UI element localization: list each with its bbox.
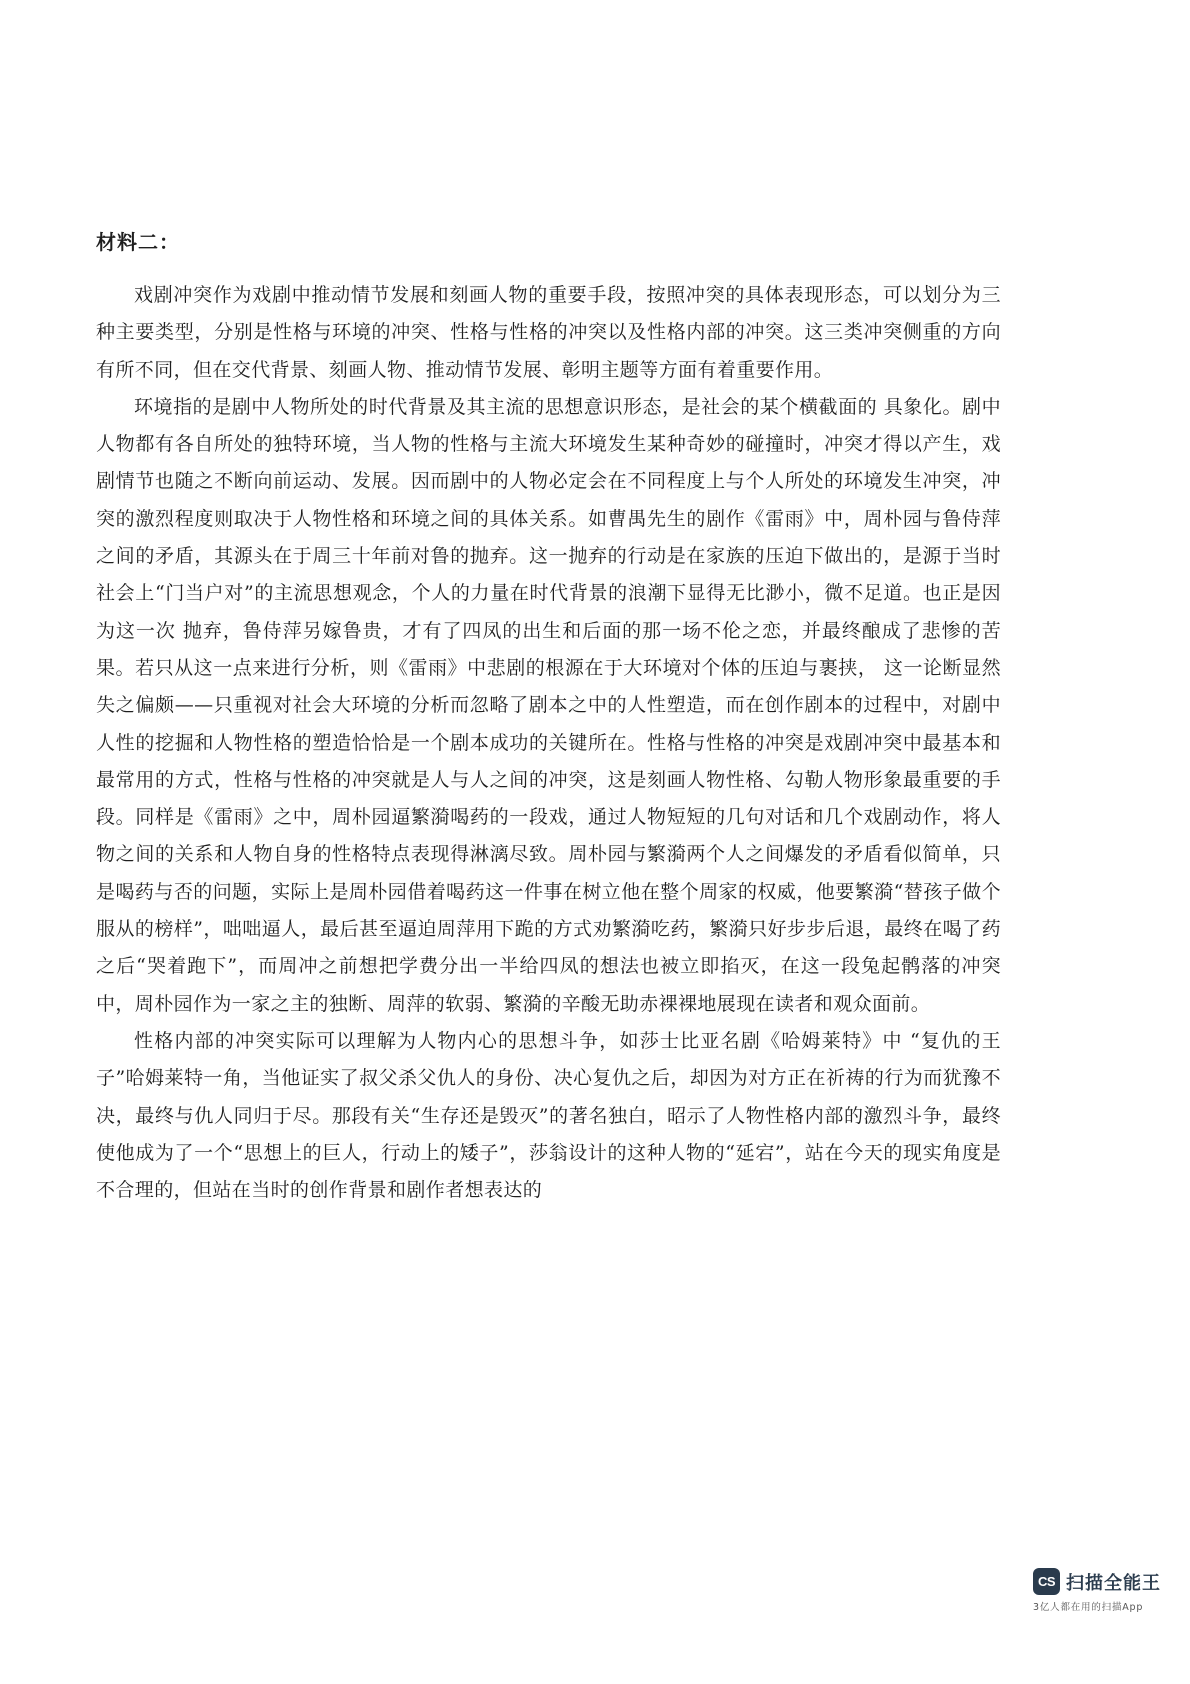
scanner-watermark (1033, 1568, 1173, 1628)
camscanner-logo-icon: CS (1033, 1568, 1060, 1595)
paragraph-1: 戏剧冲突作为戏剧中推动情节发展和刻画人物的重要手段，按照冲突的具体表现形态，可以划分为三种主要类型，分别是性格与环境的冲突、性格与性格的冲突以及性格内部的冲突。这三类冲突侧重的方向有所不同，但在交代背景、刻画人物、推动情节发展、彰明主题等方面有着重要作用。 (96, 284, 1001, 381)
document-body (96, 277, 1001, 1209)
paragraph-3: 性格内部的冲突实际可以理解为人物内心的思想斗争，如莎士比亚名剧《哈姆莱特》中 “复仇的王子”哈姆莱特一角，当他证实了叔父杀父仇人的身份、决心复仇之后，却因为对方正在祈祷的行为而犹豫不决，最终与仇人同归于尽。那段有关“生存还是毁灭”的著名独白，昭示了人物性格内部的激烈斗争，最终使他成为了一个“思想上的巨人，行动上的矮子”，莎翁设计的这种人物的“延宕”，站在今天的现实角度是不合理的，但站在当时的创作背景和剧作者想表达的 (96, 1029, 1001, 1202)
paragraph-2: 环境指的是剧中人物所处的时代背景及其主流的思想意识形态，是社会的某个横截面的 具象化。剧中人物都有各自所处的独特环境，当人物的性格与主流大环境发生某种奇妙的碰撞时，冲突才得以产生，戏剧情节也随之不断向前运动、发展。因而剧中的人物必定会在不同程度上与个人所处的环境发生冲突，冲突的激烈程度则取决于人物性格和环境之间的具体关系。如曹禺先生的剧作《雷雨》中，周朴园与鲁侍萍之间的矛盾，其源头在于周三十年前对鲁的抛弃。这一抛弃的行动是在家族的压迫下做出的，是源于当时社会上“门当户对”的主流思想观念，个人的力量在时代背景的浪潮下显得无比渺小，微不足道。也正是因为这一次 抛弃，鲁侍萍另嫁鲁贵，才有了四凤的出生和后面的那一场不伦之恋，并最终酿成了悲惨的苦果。若只从这一点来进行分析，则《雷雨》中悲剧的根源在于大环境对个体的压迫与裹挟， 这一论断显然失之偏颇——只重视对社会大环境的分析而忽略了剧本之中的人性塑造，而在创作剧本的过程中，对剧中人性的挖掘和人物性格的塑造恰恰是一个剧本成功的关键所在。性格与性格的冲突是戏剧冲突中最基本和最常用的方式，性格与性格的冲突就是人与人之间的冲突，这是刻画人物性格、勾勒人物形象最重要的手段。同样是《雷雨》之中，周朴园逼繁漪喝药的一段戏，通过人物短短的几句对话和几个戏剧动作，将人物之间的关系和人物自身的性格特点表现得淋漓尽致。周朴园与繁漪两个人之间爆发的矛盾看似简单，只是喝药与否的问题，实际上是周朴园借着喝药这一件事在树立他在整个周家的权威，他要繁漪“替孩子做个服从的榜样”，咄咄逼人，最后甚至逼迫周萍用下跪的方式劝繁漪吃药，繁漪只好步步后退，最终在喝了药之后“哭着跑下”，而周冲之前想把学费分出一半给四凤的想法也被立即掐灭，在这一段兔起鹘落的冲突中，周朴园作为一家之主的独断、周萍的软弱、繁漪的辛酸无助赤裸裸地展现在读者和观众面前。 (96, 395, 1001, 1015)
watermark-tagline: 3亿人都在用的扫描App (1033, 1602, 1144, 1613)
watermark-app-name: 扫描全能王 (1066, 1572, 1161, 1594)
section-heading: 材料二： (96, 230, 180, 254)
watermark-brand (1033, 1568, 1173, 1595)
